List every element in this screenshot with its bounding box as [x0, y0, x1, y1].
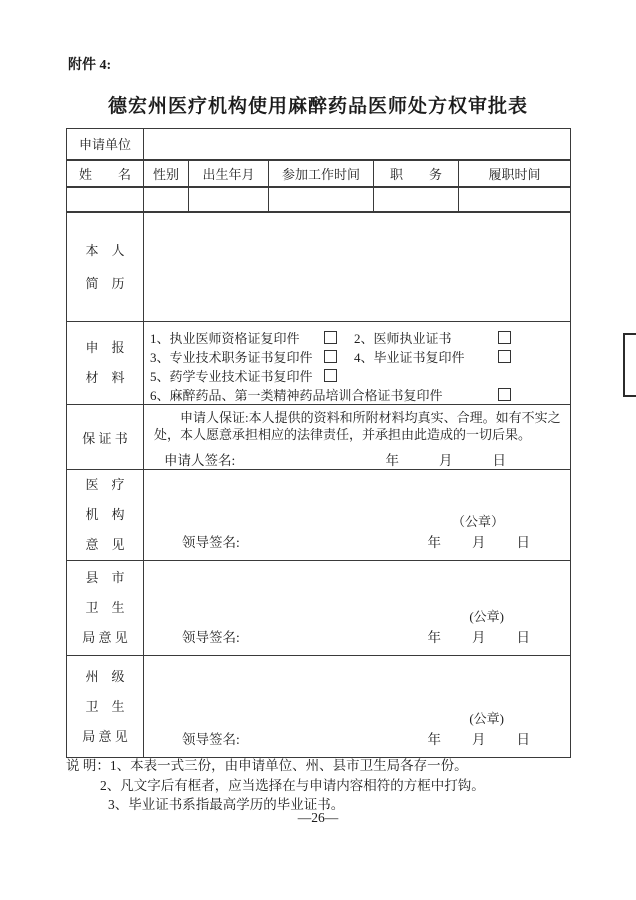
material-item-6: 6、麻醉药品、第一类精神药品培训合格证书复印件 — [150, 387, 443, 403]
row-county-opinion — [67, 561, 571, 656]
date-year-label: 年 — [385, 453, 399, 468]
guarantee-signature-line — [154, 449, 562, 469]
prefecture-signature-line — [144, 728, 570, 748]
cell-tenure-value — [459, 187, 571, 212]
institution-opinion-content — [144, 470, 571, 561]
institution-signature-line — [144, 531, 570, 551]
date-year-label: 年 — [427, 732, 441, 747]
col-name: 姓 名 — [67, 160, 144, 187]
prefecture-opinion-content — [144, 656, 571, 758]
prefecture-opinion-label: 州 级 卫 生 局 意 见 — [67, 656, 144, 758]
date-day-label: 日 — [516, 732, 530, 747]
checkbox-item-5 — [324, 369, 337, 382]
resume-content — [144, 212, 571, 322]
materials-line-2 — [150, 347, 570, 366]
institution-stamp-label: （公章） — [451, 514, 504, 529]
county-opinion-label: 县 市 卫 生 局 意 见 — [67, 561, 144, 656]
materials-label: 申 报 材 料 — [67, 322, 144, 405]
date-day-label: 日 — [516, 630, 530, 645]
date-month-label: 月 — [472, 630, 486, 645]
date-day-label: 日 — [516, 535, 530, 550]
checkbox-item-6 — [498, 388, 511, 401]
col-tenure: 履职时间 — [459, 160, 571, 187]
col-work-start: 参加工作时间 — [269, 160, 374, 187]
right-edge-box — [623, 333, 636, 397]
guarantee-content — [144, 405, 571, 470]
checkbox-item-3 — [324, 350, 337, 363]
materials-content — [144, 322, 571, 405]
material-item-4: 4、毕业证书复印件 — [354, 349, 465, 365]
county-stamp-label: (公章) — [469, 609, 504, 624]
materials-line-3 — [150, 366, 570, 385]
cell-gender-value — [144, 187, 189, 212]
col-birthdate: 出生年月 — [189, 160, 269, 187]
attachment-label: 附件 4: — [68, 58, 112, 73]
prefecture-stamp-label: (公章) — [469, 711, 504, 726]
leader-signature-label: 领导签名: — [182, 630, 240, 645]
date-year-label: 年 — [427, 535, 441, 550]
row-guarantee — [67, 405, 571, 470]
row-materials — [67, 322, 571, 405]
date-year-label: 年 — [427, 630, 441, 645]
row-personal-data — [67, 187, 571, 212]
footnote-1: 说 明：1、本表一式三份，由申请单位、州、县市卫生局各存一份。 — [66, 758, 468, 773]
page-title: 德宏州医疗机构使用麻醉药品医师处方权审批表 — [107, 96, 528, 117]
institution-date-fields — [428, 531, 531, 551]
date-month-label: 月 — [472, 535, 486, 550]
col-gender: 性别 — [144, 160, 189, 187]
checkbox-item-1 — [324, 331, 337, 344]
county-date-fields — [428, 626, 531, 646]
county-signature-line — [144, 626, 570, 646]
institution-opinion-label: 医 疗 机 构 意 见 — [67, 470, 144, 561]
row-prefecture-opinion — [67, 656, 571, 758]
materials-line-1 — [150, 328, 570, 347]
date-month-label: 月 — [472, 732, 486, 747]
checkbox-item-2 — [498, 331, 511, 344]
row-column-headers — [67, 160, 571, 187]
date-month-label: 月 — [439, 453, 453, 468]
county-opinion-content — [144, 561, 571, 656]
page-number: —26— — [297, 810, 339, 825]
material-item-3: 3、专业技术职务证书复印件 — [150, 349, 313, 365]
cell-work-start-value — [269, 187, 374, 212]
material-item-5: 5、药学专业技术证书复印件 — [150, 368, 313, 384]
date-day-label: 日 — [492, 453, 506, 468]
cell-position-value — [374, 187, 459, 212]
applicant-unit-label: 申请单位 — [67, 129, 144, 160]
footnote-2: 2、凡文字后有框者，应当选择在与申请内容相符的方框中打钩。 — [100, 777, 485, 793]
resume-label: 本 人 简 历 — [67, 212, 144, 322]
leader-signature-label: 领导签名: — [182, 732, 240, 747]
guarantee-date-fields — [386, 449, 507, 469]
footnotes — [66, 756, 485, 815]
guarantee-label: 保 证 书 — [67, 405, 144, 470]
prefecture-date-fields — [428, 728, 531, 748]
col-position: 职 务 — [374, 160, 459, 187]
row-applicant-unit — [67, 129, 571, 160]
leader-signature-label: 领导签名: — [182, 535, 240, 550]
material-item-1: 1、执业医师资格证复印件 — [150, 330, 300, 346]
applicant-unit-value — [144, 129, 571, 160]
cell-birthdate-value — [189, 187, 269, 212]
materials-line-4 — [150, 385, 570, 404]
material-item-2: 2、医师执业证书 — [354, 330, 452, 346]
applicant-signature-label: 申请人签名: — [164, 453, 236, 468]
footnote-3: 3、毕业证书系指最高学历的毕业证书。 — [108, 797, 345, 812]
row-institution-opinion — [67, 470, 571, 561]
checkbox-item-4 — [498, 350, 511, 363]
guarantee-text: 申请人保证:本人提供的资料和所附材料均真实、合理。如有不实之处，本人愿意承担相应的法律责任，并承担由此造成的一切后果。 — [154, 410, 561, 442]
cell-name-value — [67, 187, 144, 212]
row-resume — [67, 212, 571, 322]
approval-form-table — [66, 128, 571, 758]
